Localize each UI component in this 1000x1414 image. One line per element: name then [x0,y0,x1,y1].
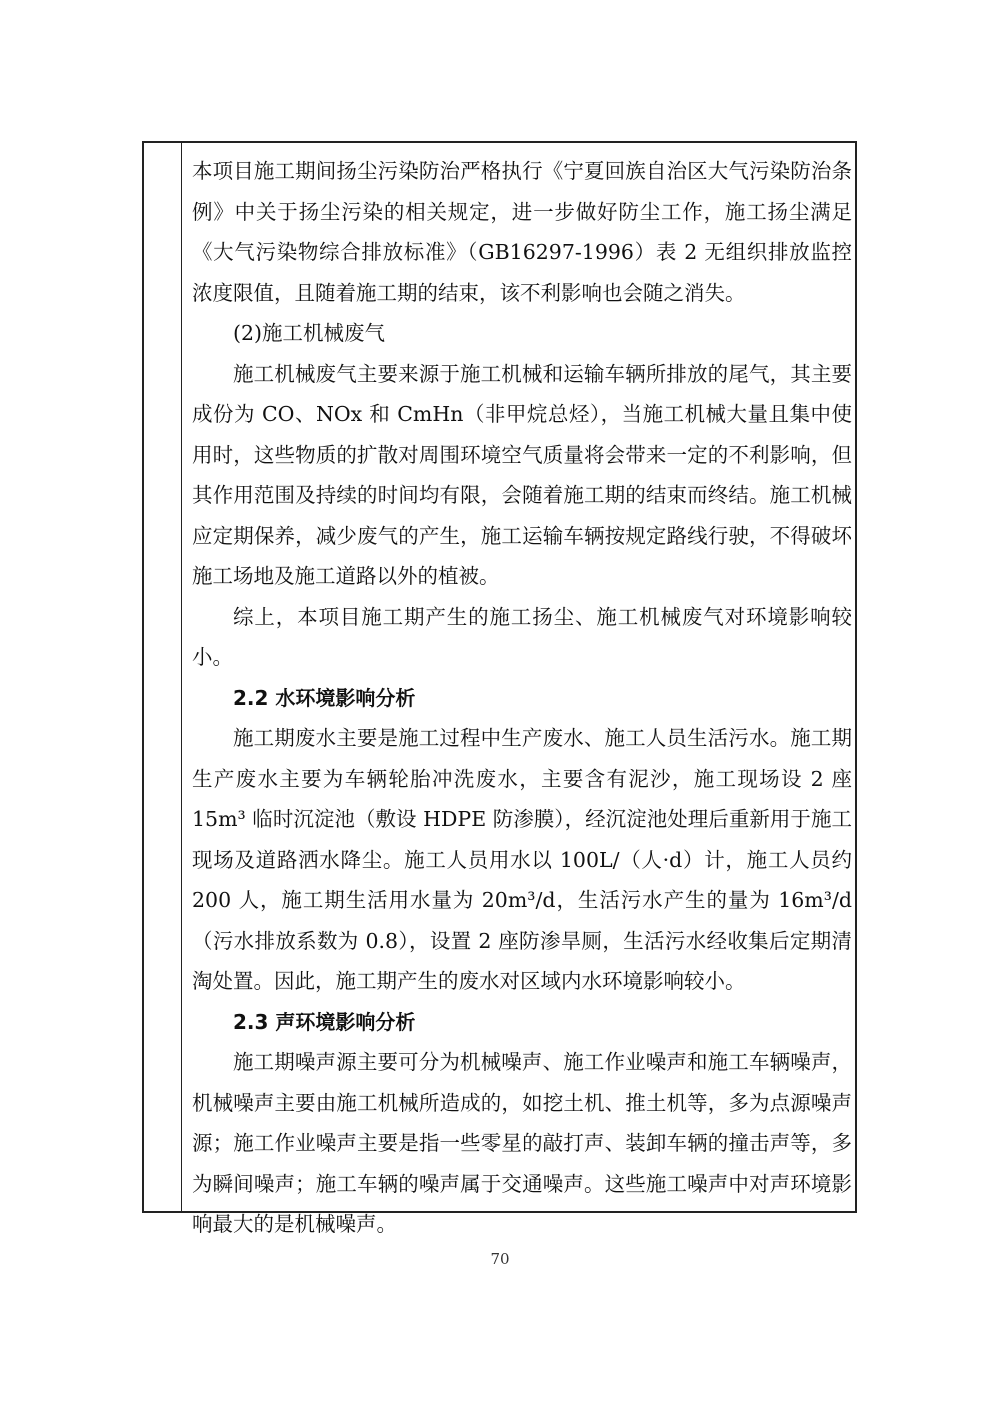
table-left-column [144,143,182,1211]
page-number: 70 [490,1250,510,1268]
paragraph-noise: 施工期噪声源主要可分为机械噪声、施工作业噪声和施工车辆噪声，机械噪声主要由施工机械所造成的，如挖土机、推土机等，多为点源噪声源；施工作业噪声主要是指一些零星的敲打声、装卸车辆的撞击声等，多为瞬间噪声；施工车辆的噪声属于交通噪声。这些施工噪声中对声环境影响最大的是机械噪声。 [192,1050,852,1236]
section-heading-water: 2.2 水环境影响分析 [233,685,416,710]
section-heading-noise: 2.3 声环境影响分析 [233,1009,416,1034]
table-content-cell [192,151,852,1245]
paragraph-machinery-exhaust: 施工机械废气主要来源于施工机械和运输车辆所排放的尾气，其主要成份为 CO、NOx 和 CmHn（非甲烷总烃），当施工机械大量且集中使用时，这些物质的扩散对周围环境空气质量将会带来一定的不利影响，但其作用范围及持续的时间均有限，会随着施工期的结束而终结。施工机械应定期保养，减少废气的产生，施工运输车辆按规定路线行驶，不得破坏施工场地及施工道路以外的植被。 [192,361,852,588]
paragraph-dust-regulation: 本项目施工期间扬尘污染防治严格执行《宁夏回族自治区大气污染防治条例》中关于扬尘污染的相关规定，进一步做好防尘工作，施工扬尘满足《大气污染物综合排放标准》（GB16297-1996）表 2 无组织排放监控浓度限值，且随着施工期的结束，该不利影响也会随之消失。 [192,159,852,305]
paragraph-wastewater: 施工期废水主要是施工过程中生产废水、施工人员生活污水。施工期生产废水主要为车辆轮胎冲洗废水，主要含有泥沙，施工现场设 2 座 15m³ 临时沉淀池（敷设 HDPE 防渗膜），经沉淀池处理后重新用于施工现场及道路洒水降尘。施工人员用水以 100L/（人·d）计，施工人员约 200 人，施工期生活用水量为 20m³/d，生活污水产生的量为 16m³/d（污水排放系数为 0.8），设置 2 座防渗旱厕，生活污水经收集后定期清淘处置。因此，施工期产生的废水对区域内水环境影响较小。 [192,726,852,993]
subheading-machinery-exhaust: (2)施工机械废气 [233,321,386,345]
paragraph-air-summary: 综上，本项目施工期产生的施工扬尘、施工机械废气对环境影响较小。 [192,604,852,669]
table-frame [142,141,857,1236]
